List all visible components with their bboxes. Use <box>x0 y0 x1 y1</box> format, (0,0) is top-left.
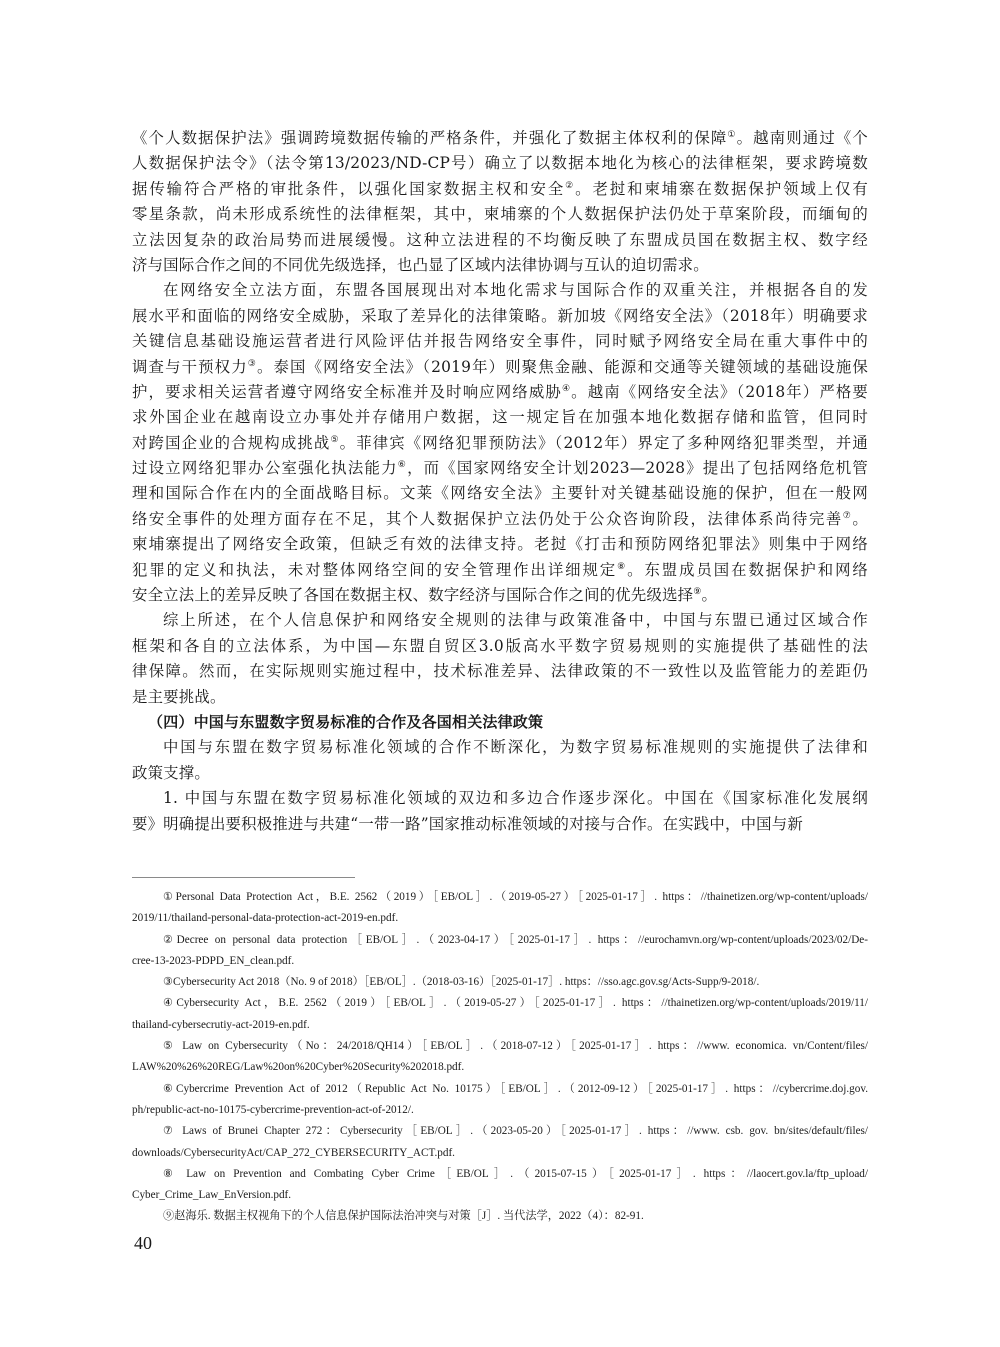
paragraph-line <box>132 253 868 278</box>
footnote-ref[interactable]: ② <box>565 180 576 191</box>
line-text: 《个人数据保护法》强调跨境数据传输的严格条件，并强化了数据主体权利的保障 <box>132 129 728 147</box>
footnote-line: cree-13-2023-PDPD_EN_clean.pdf. <box>132 954 295 967</box>
paragraph-line <box>132 761 868 786</box>
line-text: 。泰国《网络安全法》（2019年）则聚焦金融、能源和交通等关键领域的基础设施保 <box>256 357 868 376</box>
footnote <box>132 887 868 930</box>
footnote-ref[interactable]: ⑨ <box>693 587 702 598</box>
paragraph-line <box>132 608 868 633</box>
paragraph-line <box>132 812 868 837</box>
paragraph-line <box>132 177 868 202</box>
paragraph-line <box>132 151 868 176</box>
line-text: 过设立网络犯罪办公室强化执法能力 <box>132 459 398 478</box>
line-text: 框架和各自的立法体系，为中国—东盟自贸区3.0版高水平数字贸易规则的实施提供了基础性的法 <box>132 636 868 655</box>
footnote-line: LAW%20%26%20REG/Law%20on%20Cyber%20Security%202018.pdf. <box>132 1061 465 1074</box>
line-text: 济与国际合作之间的不同优先级选择，也凸显了区域内法律协调与互认的迫切需求。 <box>132 255 709 274</box>
footnote-ref[interactable]: ⑧ <box>617 561 628 572</box>
line-text: 律保障。然而，在实际规则实施过程中，技术标准差异、法律政策的不一致性以及监管能力的差距仍 <box>132 662 868 681</box>
footnote-line: ④Cybersecurity Act，B.E. 2562（2019）［EB/OL］.（2019-05-27）［2025-01-17］. https：//thainetizen.org/wp-content/uploads/2019/11/ <box>163 997 868 1010</box>
line-text: 。越南则通过《个 <box>736 129 868 147</box>
footnote-line: thailand-cybersecrutiy-act-2019-en.pdf. <box>132 1018 310 1031</box>
footnote-line: ⑥Cybercrime Prevention Act of 2012（Republic Act No. 10175）［EB/OL］.（2012-09-12）［2025-01-17］. https：//cybercrime.doj.gov. <box>163 1082 868 1095</box>
line-text: 。 <box>701 586 718 605</box>
paragraph-line <box>132 380 868 405</box>
line-text: 络安全事件的处理方面存在不足，其个人数据保护立法仍处于公众咨询阶段，法律体系尚待完善 <box>132 509 843 528</box>
footnote <box>132 1079 868 1122</box>
footnote-line: ②Decree on personal data protection［EB/OL］.（2023-04-17）［2025-01-17］. https：//eurochamvn.org/wp-content/uploads/2023/02/De- <box>163 933 868 946</box>
footnote-line: Cyber_Crime_Law_EnVersion.pdf. <box>132 1189 292 1202</box>
line-text: 1. 中国与东盟在数字贸易标准化领域的双边和多边合作逐步深化。中国在《国家标准化发展纲 <box>163 789 868 808</box>
footnote <box>132 1164 868 1207</box>
paragraph-p4 <box>132 735 868 786</box>
footnote-line: ⑦ Laws of Brunei Chapter 272：Cybersecurity［EB/OL］.（2023-05-20）［2025-01-17］. https：//www. csb. gov. bn/sites/default/files/ <box>163 1125 868 1138</box>
line-text: 理和国际合作在内的全面战略目标。文莱《网络安全法》主要针对关键基础设施的保护，但在一般网 <box>132 484 868 503</box>
line-text: 。老挝和柬埔寨在数据保护领域上仅有 <box>575 179 868 198</box>
footnotes <box>132 887 868 1228</box>
line-text: 。 <box>852 509 868 528</box>
line-text: 在网络安全立法方面，东盟各国展现出对本地化需求与国际合作的双重关注，并根据各自的发 <box>163 281 868 300</box>
footnote <box>132 1121 868 1164</box>
footnote <box>132 1206 868 1227</box>
footnote-line: ph/republic-act-no-10175-cybercrime-prevention-act-of-2012/. <box>132 1103 414 1116</box>
paragraph-line <box>132 278 868 303</box>
footnote <box>132 993 868 1036</box>
line-text: 。越南《网络安全法》（2018年）严格要 <box>571 382 868 401</box>
paragraph-line <box>132 507 868 532</box>
footnote-ref[interactable]: ① <box>727 130 737 140</box>
line-text: 犯罪的定义和执法，未对整体网络空间的安全管理作出详细规定 <box>132 560 618 579</box>
line-text: 护，要求相关运营者遵守网络安全标准并及时响应网络威胁 <box>132 382 562 401</box>
body-text <box>132 126 868 837</box>
line-text: 对跨国企业的合规构成挑战 <box>132 433 331 452</box>
section-heading: （四）中国与东盟数字贸易标准的合作及各国相关法律政策 <box>148 712 544 731</box>
footnote-divider <box>132 877 355 878</box>
footnote-line: 2019/11/thailand-personal-data-protection-act-2019-en.pdf. <box>132 912 399 925</box>
paragraph-line <box>132 481 868 506</box>
footnote-ref[interactable]: ⑦ <box>842 510 853 521</box>
footnote-ref[interactable]: ③ <box>247 358 257 369</box>
paragraph-line <box>132 634 868 659</box>
paragraph-line <box>132 405 868 430</box>
paragraph-line <box>132 532 868 557</box>
line-text: 是主要挑战。 <box>132 687 226 706</box>
line-text: 人数据保护法令》（法令第13/2023/ND-CP号）确立了以数据本地化为核心的法律框架，要求跨境数 <box>132 154 868 173</box>
paragraph-p1 <box>132 126 868 278</box>
line-text: 零星条款，尚未形成系统性的法律框架，其中，柬埔寨的个人数据保护法仍处于草案阶段，而缅甸的 <box>132 205 868 224</box>
line-text: 展水平和面临的网络安全威胁，采取了差异化的法律策略。新加坡《网络安全法》（2018年）明确要求 <box>132 306 868 325</box>
paragraph-p2 <box>132 278 868 608</box>
line-text: 立法因复杂的政治局势而进展缓慢。这种立法进程的不均衡反映了东盟成员国在数据主权、数字经 <box>132 230 868 249</box>
footnote-ref[interactable]: ④ <box>561 383 572 394</box>
line-text: 据传输符合严格的审批条件，以强化国家数据主权和安全 <box>132 179 566 198</box>
paragraph-line <box>132 431 868 456</box>
paragraph-line <box>132 456 868 481</box>
line-text: ，而《国家网络安全计划2023—2028》提出了包括网络危机管 <box>407 459 868 478</box>
page-number: 40 <box>134 1233 152 1253</box>
line-text: 柬埔寨提出了网络安全政策，但缺乏有效的法律支持。老挝《打击和预防网络犯罪法》则集中于网络 <box>132 535 868 554</box>
paragraph-line <box>132 355 868 380</box>
footnote <box>132 930 868 973</box>
footnote-ref[interactable]: ⑥ <box>397 460 408 471</box>
footnote-line: ⑧ Law on Prevention and Combating Cyber Crime［EB/OL］.（2015-07-15）［2025-01-17］. https：//laocert.gov.la/ftp_upload/ <box>163 1167 868 1180</box>
paragraph-line <box>132 329 868 354</box>
footnote-line: ③Cybersecurity Act 2018（No. 9 of 2018）［EB/OL］.（2018-03-16）［2025-01-17］. https：//sso.agc.gov.sg/Acts-Supp/9-2018/. <box>163 976 760 989</box>
paragraph-line <box>132 583 868 608</box>
paragraph-line <box>132 659 868 684</box>
line-text: 。东盟成员国在数据保护和网络 <box>627 560 868 579</box>
footnote-line: ⑨赵海乐. 数据主权视角下的个人信息保护国际法治冲突与对策［J］. 当代法学，2022（4）：82-91. <box>163 1210 644 1223</box>
footnote-line: ⑤ Law on Cybersecurity（No：24/2018/QH14）［EB/OL］.（2018-07-12）［2025-01-17］. https：//www. economica. vn/Content/files/ <box>163 1040 868 1053</box>
footnote-line: ①Personal Data Protection Act，B.E. 2562（2019）［EB/OL］.（2019-05-27）［2025-01-17］. https：//thainetizen.org/wp-content/uploads/ <box>163 891 868 903</box>
line-text: 。菲律宾《网络犯罪预防法》（2012年）界定了多种网络犯罪类型，并通 <box>339 433 868 452</box>
paragraph-line <box>132 786 868 811</box>
line-text: 安全立法上的差异反映了各国在数据主权、数字经济与国际合作之间的优先级选择 <box>132 586 694 605</box>
paragraph-line <box>132 735 868 760</box>
paragraph-line <box>132 202 868 227</box>
paragraph-line <box>132 228 868 253</box>
line-text: 调查与干预权力 <box>132 357 248 376</box>
line-text: 综上所述，在个人信息保护和网络安全规则的法律与政策准备中，中国与东盟已通过区域合作 <box>163 611 868 630</box>
paragraph-line <box>132 685 868 710</box>
paragraph-p5 <box>132 786 868 837</box>
paragraph-line <box>132 126 868 151</box>
footnote-line: downloads/CybersecurityAct/CAP_272_CYBERSECURITY_ACT.pdf. <box>132 1146 455 1159</box>
footnote-ref[interactable]: ⑤ <box>330 434 340 445</box>
line-text: 关键信息基础设施运营者进行风险评估并报告网络安全事件，同时赋予网络安全局在重大事件中的 <box>132 332 868 351</box>
paragraph-line <box>132 304 868 329</box>
line-text: 政策支撑。 <box>132 763 210 782</box>
line-text: 中国与东盟在数字贸易标准化领域的合作不断深化，为数字贸易标准规则的实施提供了法律和 <box>163 738 868 757</box>
footnote <box>132 972 868 993</box>
paragraph-p3 <box>132 608 868 710</box>
line-text: 求外国企业在越南设立办事处并存储用户数据，这一规定旨在加强本地化数据存储和监管，但同时 <box>132 408 868 427</box>
footnote <box>132 1036 868 1079</box>
line-text: 要》明确提出要积极推进与共建“一带一路”国家推动标准领域的对接与合作。在实践中，中国与新 <box>132 814 803 833</box>
paragraph-line <box>132 558 868 583</box>
